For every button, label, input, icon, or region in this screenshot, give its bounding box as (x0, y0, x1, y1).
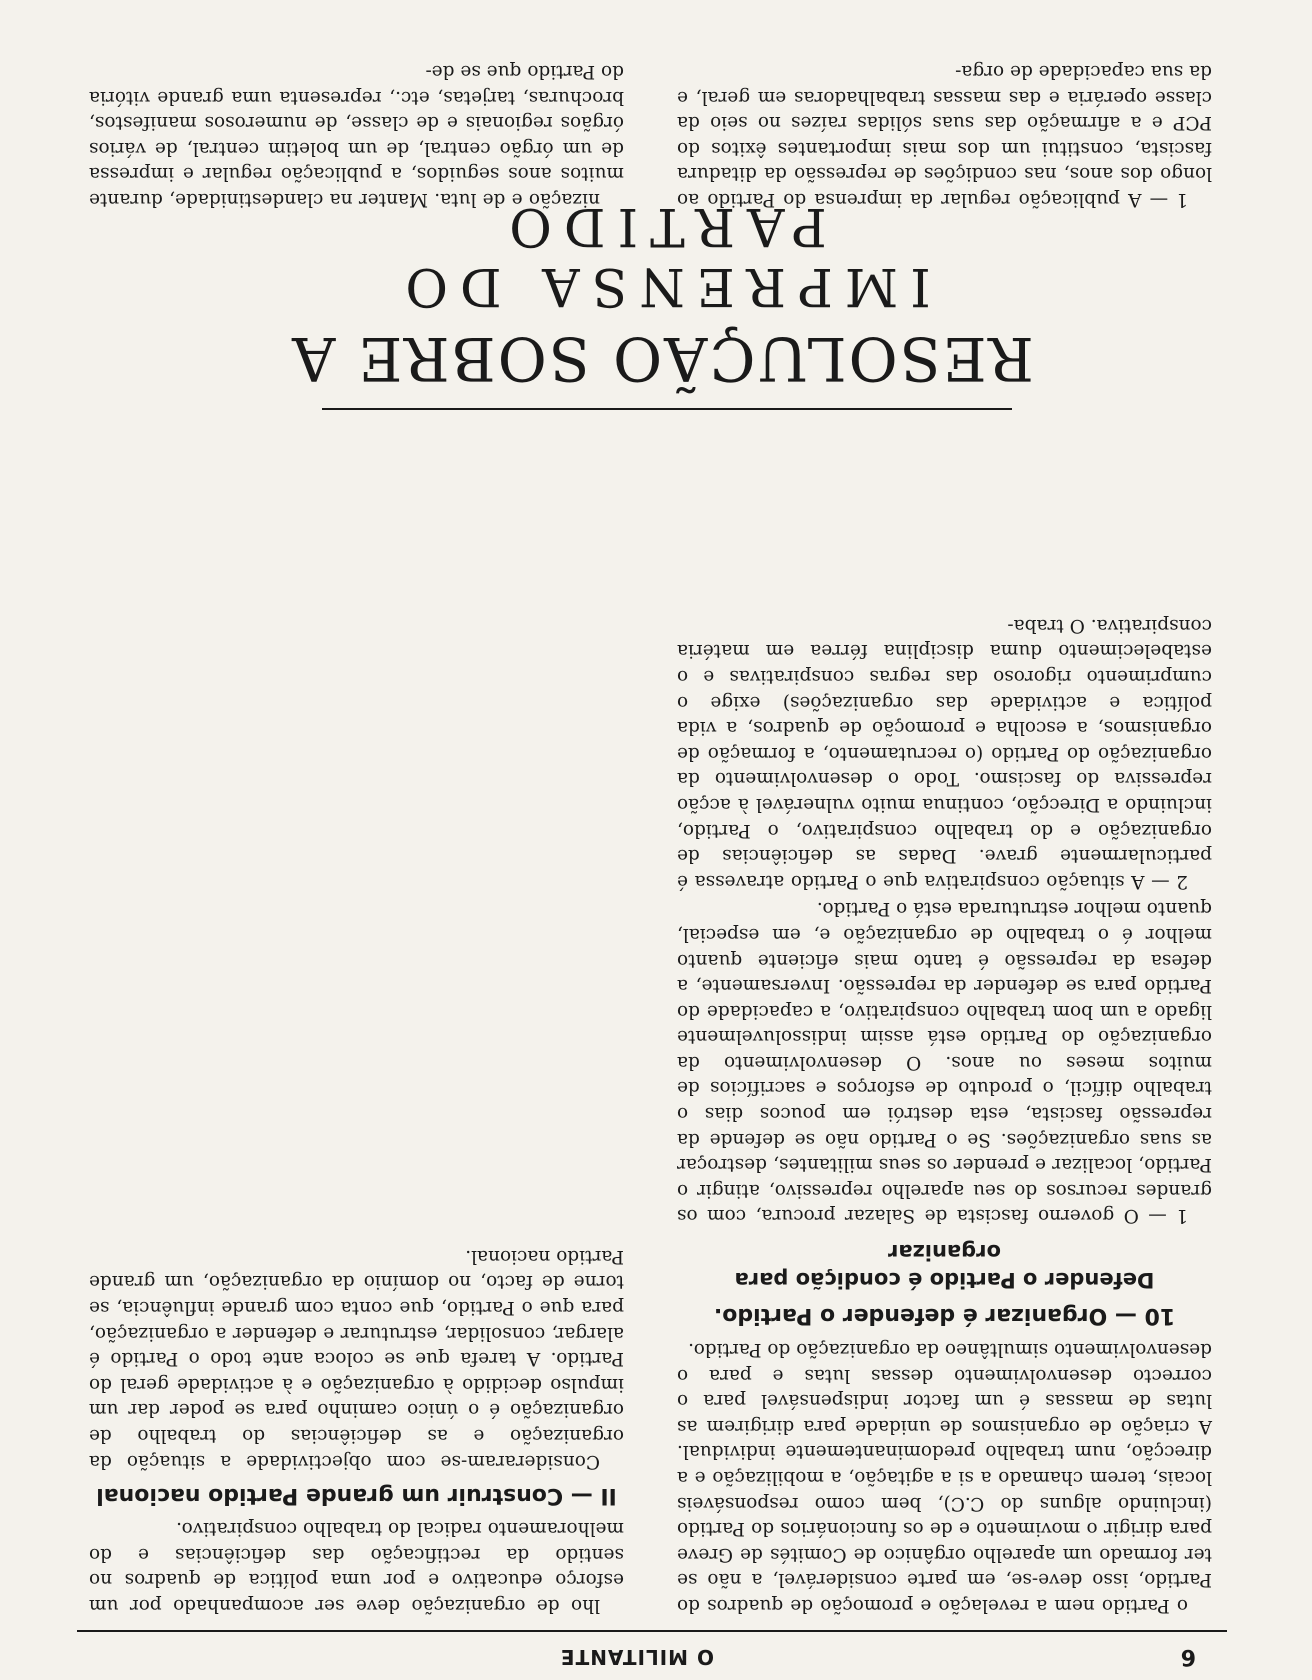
header-rule (77, 1630, 1227, 1632)
paragraph: 1 — O governo fascista de Salazar procura, com os grandes recursos do seu aparelho repressivo, atingir o Partido, localizar e prender os seus militantes, destroçar as suas organizações. Se o Partido não se defende da repressão fascista, esta destrói em poucos dias o trabalho difícil, o produto de esforços e sacrifícios de muitos meses ou anos. O desenvolvimento da organização do Partido está assim indissoluvelmente ligado a um bom trabalho conspirativo, a capacidade do Partido para se defender da repressão. Inversamente, a defesa da repressão é tanto mais eficiente quanto melhor é o trabalho de organização e, em especial, quanto melhor estruturada está o Partido. (677, 898, 1212, 1227)
section-heading: 10 — Organizar é defender o Partido. (713, 1303, 1176, 1329)
paragraph: lho de organização deve ser acompanhado por um esforço educativo e por uma política de quadros no sentido da rectificação das deficiências e do melhoramento radical do trabalho conspirativo. (89, 1518, 624, 1616)
paragraph: 2 — A situação conspirativa que o Partido atravessa é particularmente grave. Dadas as deficiências de organização e do trabalho conspirativo, o Partido, incluindo a Direcção, continua muito vulnerável à acção repressiva do fascismo. Todo o desenvolvimento da organização do Partido (o recrutamento, a formação de organismos, a escolha e promoção de quadros, a vida política e actividade das organizações) exige o cumprimento rigoroso das regras conspirativas e o estabelecimento duma disciplina férrea em matéria conspirativa. O traba- (677, 614, 1212, 892)
title-line-1: RESOLUÇÃO SOBRE A (290, 323, 1034, 393)
paragraph: Consideraram-se com objectividade a situação da organização e as deficiências do trabalho de organização é o único caminho para se poder dar um impulso decidido à organização e à actividade geral do Partido. A tarefa que se coloca ante todo o Partido é alargar, consolidar, estruturar e defender a organização, para que o Partido, que conta com grande influência, se torne de facto, no domínio da organização, um grande Partido nacional. (89, 1245, 624, 1472)
title-line-2: IMPRENSA DO PARTIDO (393, 196, 931, 316)
column-left-upper (677, 610, 1212, 1618)
section-heading: II — Construir um grande Partido nacional (96, 1482, 617, 1508)
paragraph: nização e de luta. Manter na clandestinidade, durante muitos anos seguidos, a publicação regular e impressa de um órgão central, de um boletim central, de vários órgãos regionais e de classe, de numerosos manifestos, brochuras, tarjetas, etc., representa uma grande vitória do Partido que se de- (89, 61, 624, 210)
paragraph: o Partido nem a revelação e promoção de quadros do Partido, isso deve-se, em parte considerável, a não se ter formado um aparelho orgânico de Comités de Greve para dirigir o movimento e de os funcionários do Partido (incluindo alguns do C.C), bem como responsáveis locais, terem chamado a si a agitação, a mobilização e a direcção, num trabalho predominantemente individual. A criação de organismos de unidade para dirigirem as lutas de massas é um factor indispensável para o correcto desenvolvimento dessas lutas e para o desenvolvimento simultâneo da organização do Partido. (677, 1339, 1212, 1616)
page-header (74, 1635, 1224, 1675)
title-block (262, 196, 1042, 410)
column-left-lower (677, 56, 1212, 212)
paragraph: 1 — A publicação regular da imprensa do Partido ao longo dos anos, nas condições de repressão da ditadura fascista, constitui um dos mais importantes êxitos do PCP e a afirmação das suas sólidas raízes no seio da classe operária e das massas trabalhadoras em geral, e da sua capacidade de orga- (677, 61, 1212, 210)
column-right-upper (89, 1241, 624, 1618)
page-number: 6 (1180, 1644, 1196, 1669)
column-right-lower (89, 56, 624, 212)
section-subheading: Defender o Partido é condição para organizar (734, 1240, 1155, 1293)
title-rule (322, 408, 1012, 410)
publication-name: O MILITANTE (559, 1645, 714, 1669)
